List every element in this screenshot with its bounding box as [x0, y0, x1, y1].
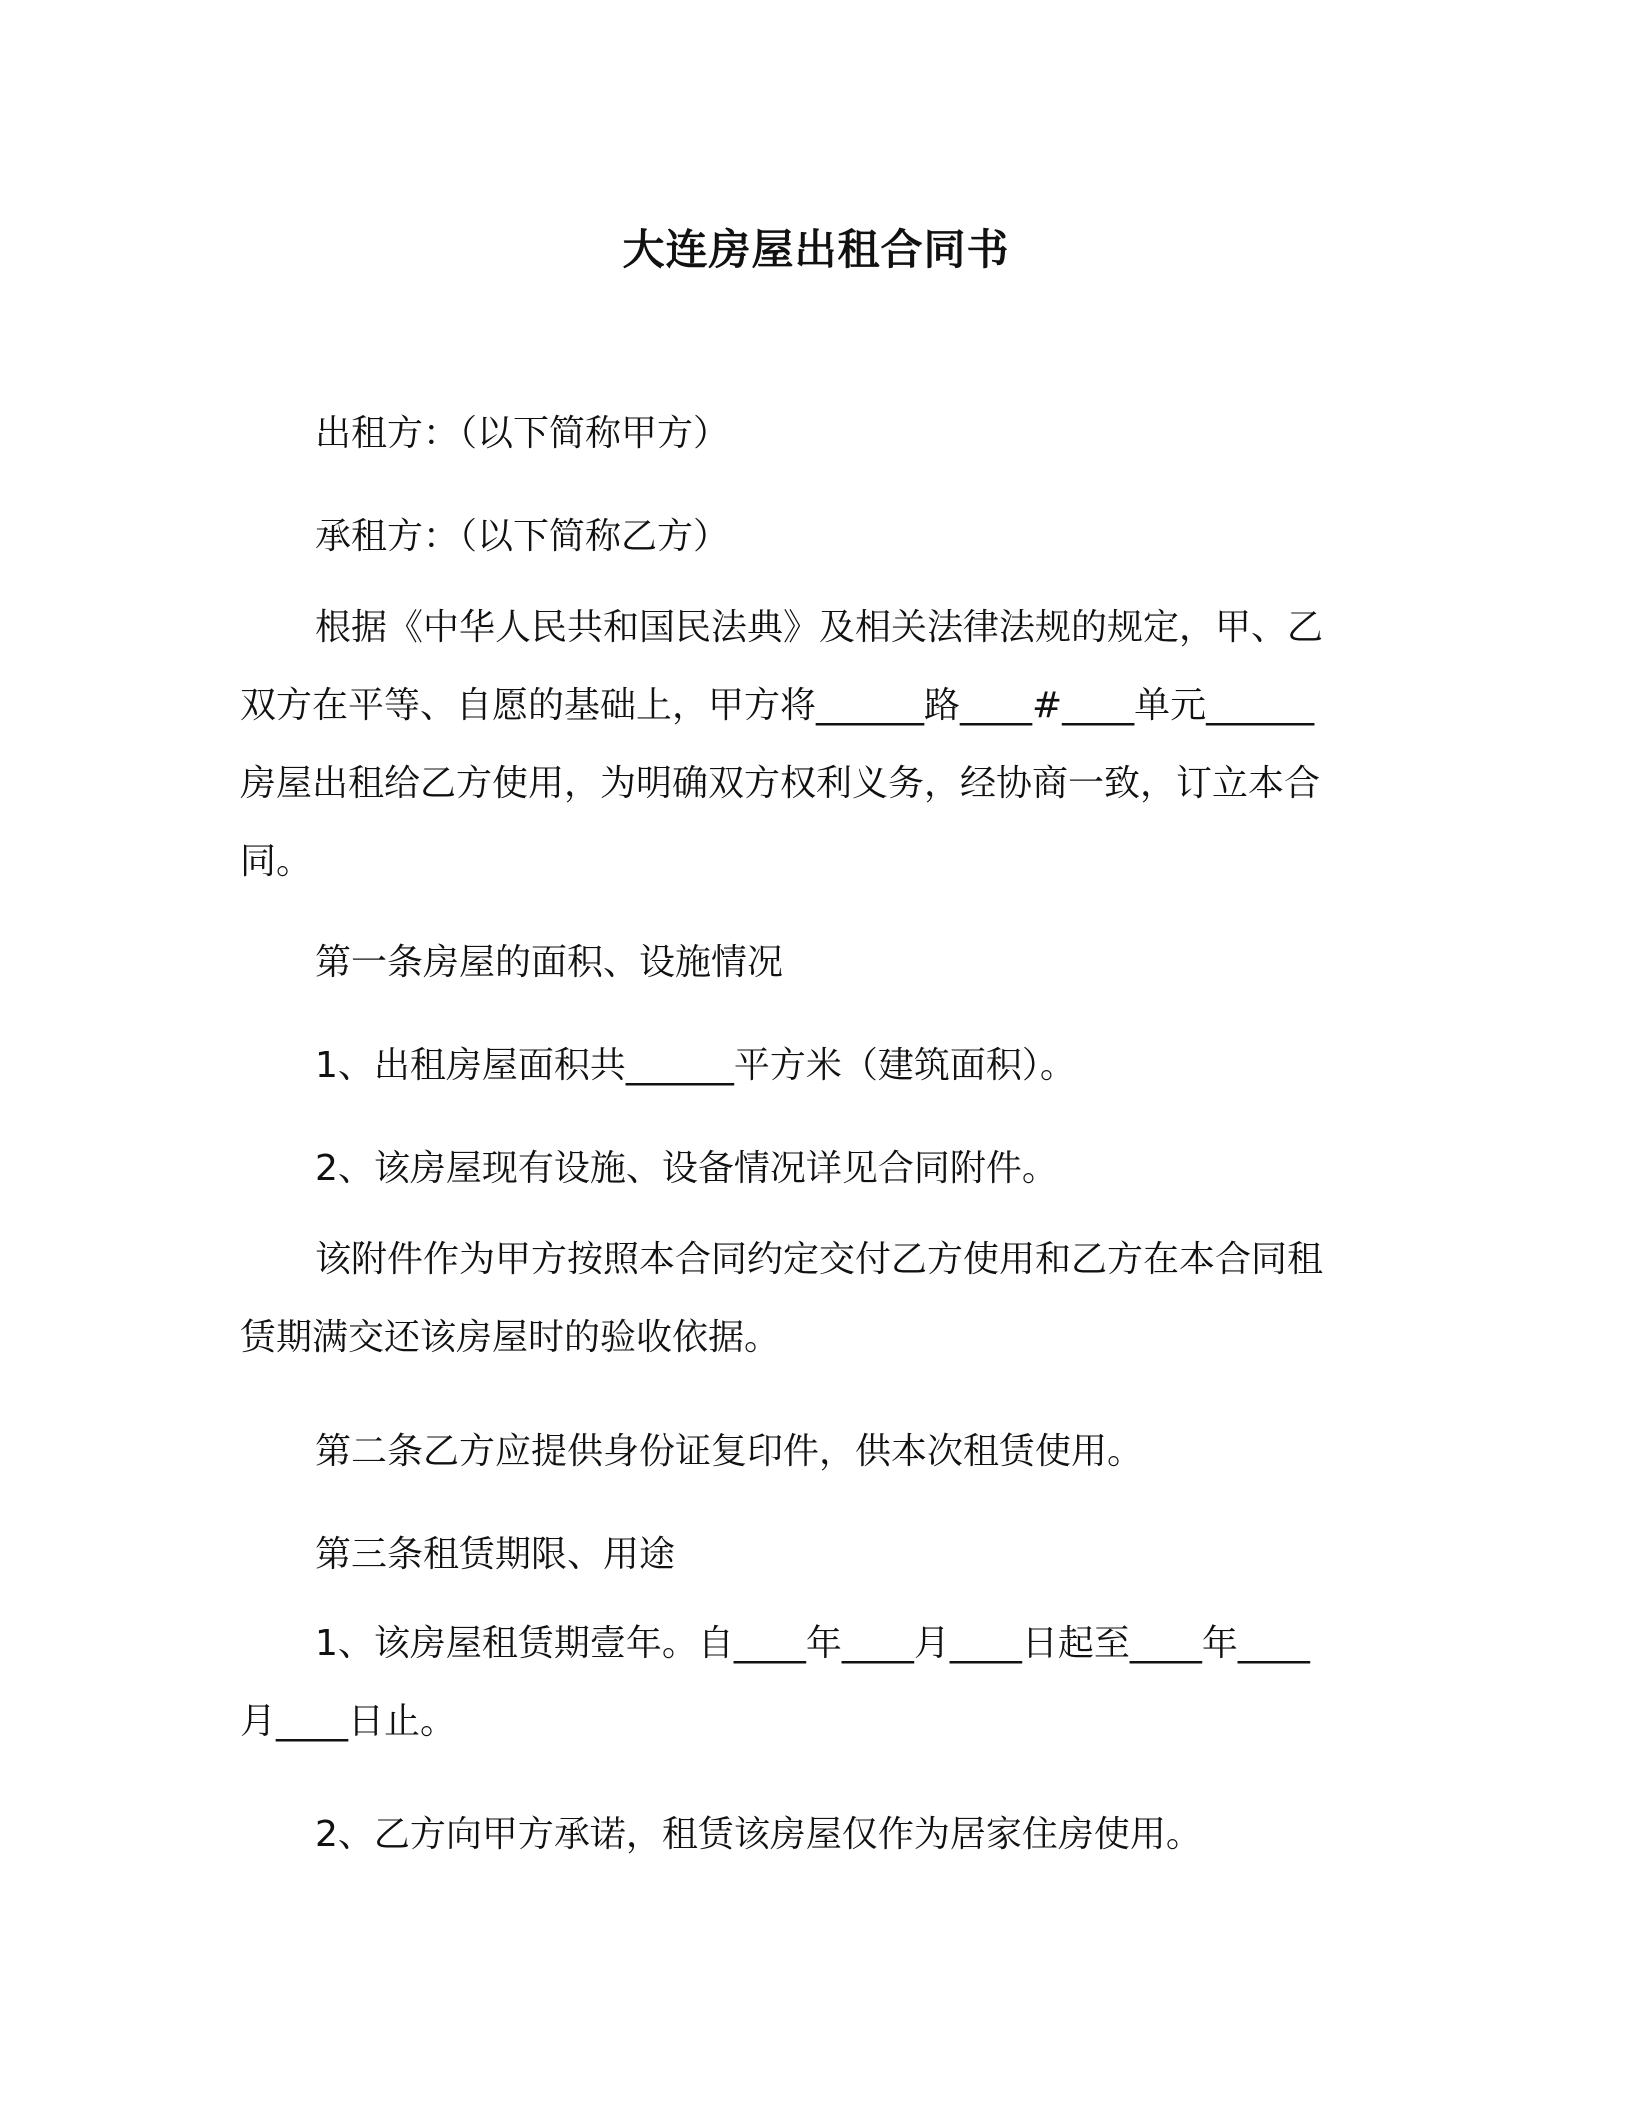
article-1-item-2: [240, 1130, 1390, 1208]
intro-paragraph: [240, 589, 1390, 901]
intro-line-2: 双方在平等、自愿的基础上，甲方将______路____#____单元______: [240, 685, 1315, 726]
lessor-text: 出租方：（以下简称甲方）: [315, 413, 730, 454]
lessee-line: [240, 498, 1390, 576]
article-1-item-1-text: 1、出租房屋面积共______平方米（建筑面积）。: [315, 1045, 1076, 1086]
article-3-heading-text: 第三条租赁期限、用途: [315, 1534, 676, 1575]
article-3-item-2-text: 2、乙方向甲方承诺，租赁该房屋仅作为居家住房使用。: [315, 1814, 1202, 1855]
article-1-item-1: [240, 1027, 1390, 1105]
intro-line-1: 根据《中华人民共和国民法典》及相关法律法规的规定，甲、乙: [315, 607, 1324, 648]
article-3-item-1-line-2: 月____日止。: [240, 1701, 457, 1742]
article-1-note: [240, 1221, 1390, 1377]
intro-line-4: 同。: [240, 841, 313, 882]
article-1-heading-text: 第一条房屋的面积、设施情况: [315, 942, 784, 983]
article-3-heading: [240, 1516, 1390, 1594]
article-1-note-line-2: 赁期满交还该房屋时的验收依据。: [240, 1317, 781, 1358]
article-3-item-1: [240, 1605, 1390, 1761]
article-1-note-line-1: 该附件作为甲方按照本合同约定交付乙方使用和乙方在本合同租: [315, 1239, 1324, 1280]
lessee-text: 承租方：（以下简称乙方）: [315, 516, 730, 557]
article-3-item-2: [240, 1796, 1390, 1874]
document-title: 大连房屋出租合同书: [622, 225, 1010, 274]
article-1-item-2-text: 2、该房屋现有设施、设备情况详见合同附件。: [315, 1148, 1058, 1189]
article-3-item-1-line-1: 1、该房屋租赁期壹年。自____年____月____日起至____年____: [315, 1623, 1310, 1664]
lessor-line: [240, 395, 1390, 473]
intro-line-3: 房屋出租给乙方使用，为明确双方权利义务，经协商一致，订立本合: [240, 763, 1321, 804]
article-2-heading: [240, 1413, 1390, 1491]
article-2-heading-text: 第二条乙方应提供身份证复印件，供本次租赁使用。: [315, 1431, 1144, 1472]
article-1-heading: [240, 924, 1390, 1002]
